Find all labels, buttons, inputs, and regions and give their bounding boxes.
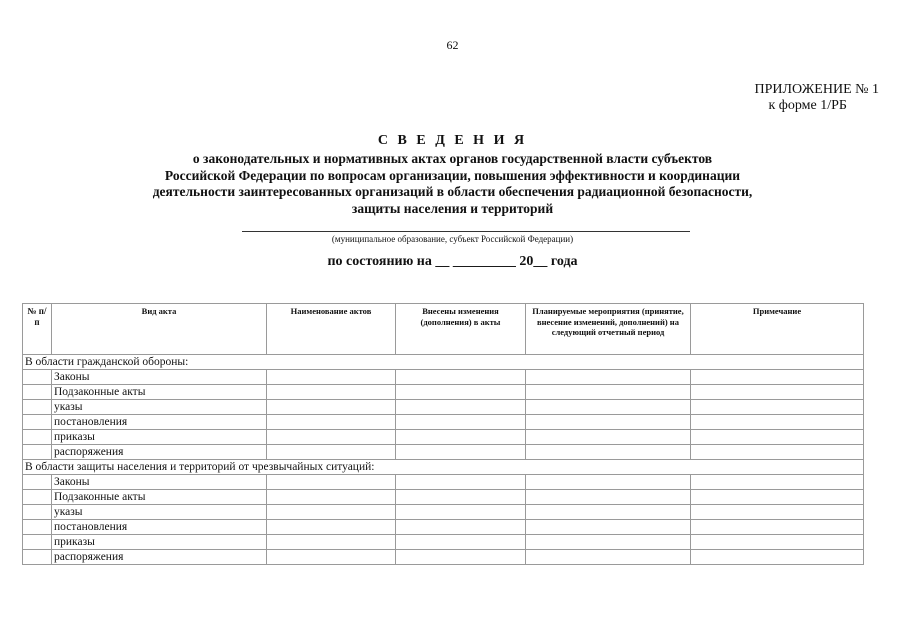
appendix-line-2: к форме 1/РБ [768, 98, 847, 113]
cell-act-names [267, 385, 396, 400]
section-row [23, 460, 864, 475]
section-title: В области защиты населения и территорий от чрезвычайных ситуаций: [23, 460, 864, 475]
cell-changes [396, 430, 526, 445]
fill-in-line [242, 231, 690, 232]
cell-note [691, 445, 864, 460]
subtitle-line: деятельности заинтересованных организаций в области обеспечения радиационной безопасности, [152, 184, 753, 199]
table-row [23, 520, 864, 535]
table-row [23, 505, 864, 520]
table-row [23, 385, 864, 400]
cell-planned [526, 490, 691, 505]
cell-planned [526, 370, 691, 385]
header-act-type: Вид акта [52, 304, 267, 355]
header-note: Примечание [691, 304, 864, 355]
cell-number [23, 445, 52, 460]
cell-act-names [267, 490, 396, 505]
cell-act-type: Законы [52, 370, 267, 385]
cell-changes [396, 535, 526, 550]
table-row [23, 415, 864, 430]
cell-number [23, 490, 52, 505]
cell-act-type: указы [52, 505, 267, 520]
cell-act-type: Подзаконные акты [52, 385, 267, 400]
section-row [23, 355, 864, 370]
header-planned: Планируемые мероприятия (принятие, внесение изменений, дополнений) на следующий отчетный период [526, 304, 691, 355]
cell-changes [396, 505, 526, 520]
cell-note [691, 370, 864, 385]
cell-number [23, 430, 52, 445]
fill-in-caption: (муниципальное образование, субъект Российской Федерации) [331, 234, 574, 244]
cell-act-names [267, 370, 396, 385]
cell-planned [526, 385, 691, 400]
cell-number [23, 505, 52, 520]
cell-act-type: распоряжения [52, 445, 267, 460]
cell-number [23, 475, 52, 490]
cell-act-type: указы [52, 400, 267, 415]
cell-planned [526, 430, 691, 445]
table-row [23, 490, 864, 505]
cell-note [691, 385, 864, 400]
cell-number [23, 385, 52, 400]
table-row [23, 370, 864, 385]
cell-changes [396, 550, 526, 565]
cell-number [23, 370, 52, 385]
cell-act-names [267, 430, 396, 445]
cell-note [691, 490, 864, 505]
table-row [23, 475, 864, 490]
cell-act-type: приказы [52, 430, 267, 445]
cell-changes [396, 490, 526, 505]
cell-act-type: постановления [52, 415, 267, 430]
appendix-line-1: ПРИЛОЖЕНИЕ № 1 [754, 82, 879, 97]
cell-act-names [267, 400, 396, 415]
subtitle-line: защиты населения и территорий [351, 200, 554, 216]
cell-note [691, 520, 864, 535]
cell-number [23, 520, 52, 535]
cell-planned [526, 520, 691, 535]
table-row [23, 430, 864, 445]
cell-act-type: постановления [52, 520, 267, 535]
header-changes: Внесены изменения (дополнения) в акты [396, 304, 526, 355]
page-number: 62 [446, 38, 459, 52]
table-row [23, 550, 864, 565]
cell-number [23, 415, 52, 430]
table-row [23, 400, 864, 415]
cell-planned [526, 400, 691, 415]
cell-number [23, 535, 52, 550]
header-number: № п/п [23, 304, 52, 355]
appendix-label [755, 82, 880, 114]
table-header-row [23, 304, 864, 355]
cell-act-type: Подзаконные акты [52, 490, 267, 505]
cell-act-names [267, 520, 396, 535]
cell-act-names [267, 445, 396, 460]
cell-act-type: распоряжения [52, 550, 267, 565]
cell-changes [396, 385, 526, 400]
cell-act-names [267, 415, 396, 430]
cell-act-names [267, 535, 396, 550]
cell-changes [396, 400, 526, 415]
cell-planned [526, 415, 691, 430]
cell-changes [396, 445, 526, 460]
cell-changes [396, 370, 526, 385]
cell-changes [396, 415, 526, 430]
cell-act-names [267, 475, 396, 490]
report-table [22, 303, 864, 565]
cell-number [23, 400, 52, 415]
subtitle-line: Российской Федерации по вопросам организации, повышения эффективности и координации [164, 167, 741, 183]
document-title: С В Е Д Е Н И Я [377, 133, 528, 148]
cell-planned [526, 550, 691, 565]
subtitle-line: о законодательных и нормативных актах органов государственной власти субъектов [192, 151, 713, 166]
cell-note [691, 430, 864, 445]
table-row [23, 445, 864, 460]
as-of-date-line: по состоянию на __ _________ 20__ года [327, 254, 578, 269]
cell-act-names [267, 505, 396, 520]
header-act-names: Наименование актов [267, 304, 396, 355]
cell-note [691, 475, 864, 490]
cell-note [691, 400, 864, 415]
cell-act-type: приказы [52, 535, 267, 550]
cell-note [691, 415, 864, 430]
cell-planned [526, 445, 691, 460]
cell-number [23, 550, 52, 565]
cell-planned [526, 505, 691, 520]
cell-planned [526, 475, 691, 490]
cell-note [691, 535, 864, 550]
cell-note [691, 550, 864, 565]
cell-planned [526, 535, 691, 550]
cell-changes [396, 475, 526, 490]
document-subtitle [90, 151, 815, 217]
cell-act-type: Законы [52, 475, 267, 490]
table-row [23, 535, 864, 550]
cell-changes [396, 520, 526, 535]
cell-act-names [267, 550, 396, 565]
cell-note [691, 505, 864, 520]
section-title: В области гражданской обороны: [23, 355, 864, 370]
